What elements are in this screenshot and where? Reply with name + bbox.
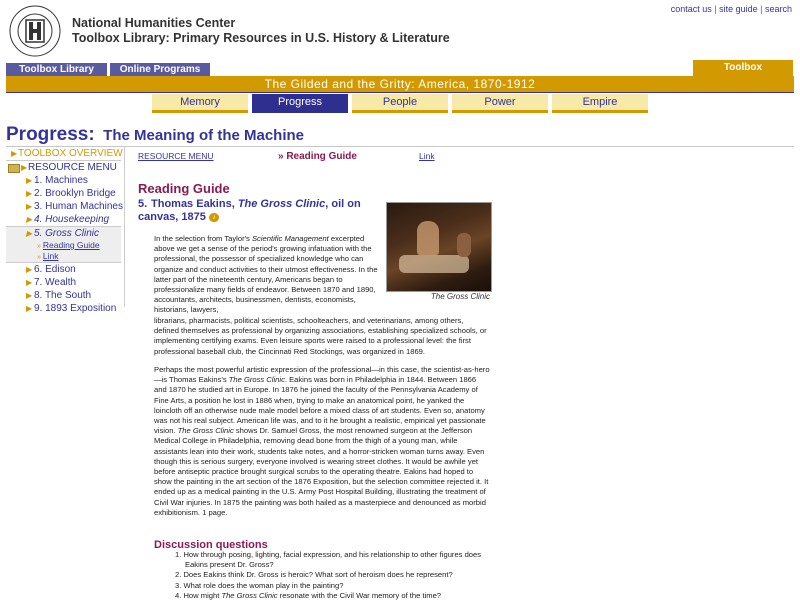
menu-item-the-south[interactable]: ▶ 8. The South xyxy=(26,290,92,301)
resource-menu-content-link[interactable]: RESOURCE MENU xyxy=(138,151,214,161)
site-subtitle: Toolbox Library: Primary Resources in U.S. History & Literature xyxy=(72,31,450,45)
menu-item-human-machines[interactable]: ▶ 3. Human Machines xyxy=(26,201,123,212)
subnav-people[interactable]: People xyxy=(352,94,448,113)
tab-toolbox[interactable]: Toolbox xyxy=(693,60,793,76)
tab-toolbox-library[interactable]: Toolbox Library xyxy=(6,63,107,76)
arrow-icon: ▶ xyxy=(26,291,33,300)
menu-item-1893-exposition[interactable]: ▶ 9. 1893 Exposition xyxy=(26,303,117,314)
subnav-memory[interactable]: Memory xyxy=(152,94,248,113)
arrow-icon: ▶ xyxy=(26,189,33,198)
submenu-reading-guide[interactable]: » Reading Guide xyxy=(6,240,121,251)
question-3: 3. What role does the woman play in the painting? xyxy=(175,580,344,590)
banner-divider xyxy=(6,92,794,93)
page-title xyxy=(6,124,304,146)
search-link[interactable]: search xyxy=(764,4,792,14)
menu-item-brooklyn-bridge[interactable]: ▶ 2. Brooklyn Bridge xyxy=(26,188,116,199)
arrow-icon: ▶ xyxy=(11,149,18,158)
site-guide-link[interactable]: site guide xyxy=(719,4,758,14)
contact-us-link[interactable]: contact us xyxy=(670,4,712,14)
toolbox-overview-link[interactable]: ▶ TOOLBOX OVERVIEW xyxy=(11,148,123,159)
toolbox-banner: The Gilded and the Gritty: America, 1870-1912 xyxy=(6,76,794,92)
menu-item-gross-clinic[interactable]: ▶ 5. Gross Clinic xyxy=(6,227,121,240)
page-title-sub: The Meaning of the Machine xyxy=(103,127,305,144)
nhc-logo[interactable] xyxy=(8,4,62,58)
question-4: 4. How might The Gross Clinic resonate with the Civil War memory of the time? xyxy=(175,590,442,600)
discussion-questions-list xyxy=(175,550,495,601)
reading-guide-heading: Reading Guide xyxy=(138,181,230,196)
left-menu xyxy=(6,147,121,315)
gross-clinic-image[interactable] xyxy=(386,202,492,292)
link-content-link[interactable]: Link xyxy=(419,151,435,161)
folder-icon xyxy=(8,164,20,173)
subnav-power[interactable]: Power xyxy=(452,94,548,113)
menu-item-edison[interactable]: ▶ 6. Edison xyxy=(26,264,76,275)
arrow-icon: ▶ xyxy=(26,215,33,224)
arrow-icon: ▶ xyxy=(21,163,28,172)
intro-paragraph: In the selection from Taylor's Scientific Management excerpted above we get a sense of the period's growing infatuation with the professional, the possessor of specialized knowledge who can organize and conduct activities to their utmost effectiveness. In the latter part of the nineteenth century, Americans began to professionalize many fields of endeavor. Between 1870 and 1890, accountants, architects, businessmen, dentists, economists, historians, lawyers, xyxy=(154,234,378,315)
arrow-icon: ▶ xyxy=(26,304,33,313)
site-header xyxy=(72,16,450,46)
subnav-progress[interactable]: Progress xyxy=(252,94,348,113)
arrow-icon: ▶ xyxy=(26,176,33,185)
org-name[interactable]: National Humanities Center xyxy=(72,16,236,30)
arrow-icon: » xyxy=(37,243,41,250)
question-1: 1. How through posing, lighting, facial expression, and his relationship to other figures does Eakins present Dr. Gross? xyxy=(175,550,482,570)
discussion-questions-heading: Discussion questions xyxy=(154,539,268,551)
top-links: contact us | site guide | search xyxy=(670,4,792,14)
subnav-empire[interactable]: Empire xyxy=(552,94,648,113)
page-title-main: Progress: xyxy=(6,124,95,145)
reading-guide-current: » Reading Guide xyxy=(278,151,357,162)
arrow-icon: ▶ xyxy=(26,278,33,287)
arrow-icon: ▶ xyxy=(26,229,33,238)
submenu-link[interactable]: » Link xyxy=(6,251,121,262)
question-2: 2. Does Eakins think Dr. Gross is heroic? What sort of heroism does he represent? xyxy=(175,570,453,580)
audio-icon[interactable]: ♪ xyxy=(209,213,219,222)
image-caption: The Gross Clinic xyxy=(430,292,490,301)
eakins-paragraph: Perhaps the most powerful artistic expression of the professional—in this case, the scientist-as-hero—is Thomas Eakins's The Gross Clinic. Eakins was born in Philadelphia in 1844. Between 1866 and 1870 he studied art in Europe. In 1876 he joined the faculty of the Pennsylvania Academy of Fine Arts, a position he lost in 1886 when, trying to make an anatomical point, he yanked the loincloth off an otherwise nude male model before a mixed class of art students. Even so, anatomy was not his real subject. American life was, and to it he brought a realistic, empirical yet passionate vision. The Gross Clinic shows Dr. Samuel Gross, the most renowned surgeon at the Jefferson Medical College in Philadelphia, removing dead bone from the thigh of a young man, while assistants lean into their work, students take notes, and a horror-stricken woman turns away. Even though this is serious surgery, everyone involved is wearing street clothes. It would be awhile yet before antiseptic practice brought surgical scrubs to the operating theatre. Eakins had hoped to show the painting in the art section of the 1876 Exposition, but the selection committee rejected it. It ended up as a medical painting in the U.S. Army Post Hospital Building, illustrating the treatment of Civil War injuries. In 1875 the painting was both hailed as a masterpiece and denounced as morbid exhibitionism. 1 page. xyxy=(154,365,490,517)
menu-item-housekeeping[interactable]: ▶ 4. Housekeeping xyxy=(26,214,110,225)
menu-item-wealth[interactable]: ▶ 7. Wealth xyxy=(26,277,77,288)
menu-divider xyxy=(124,147,125,307)
tab-online-programs[interactable]: Online Programs xyxy=(110,63,210,76)
item-title: 5. Thomas Eakins, The Gross Clinic, oil on canvas, 1875 ♪ xyxy=(138,198,361,223)
arrow-icon: ▶ xyxy=(26,202,33,211)
menu-item-machines[interactable]: ▶ 1. Machines xyxy=(26,175,88,186)
arrow-icon: » xyxy=(37,254,41,261)
arrow-icon: ▶ xyxy=(26,265,33,274)
resource-menu-link[interactable]: ▶ RESOURCE MENU xyxy=(6,161,121,174)
intro-paragraph-cont: librarians, pharmacists, political scientists, schoolteachers, and veterinarians, among others, defined themselves as professional by organizing associations, establishing specialized schools, or implementing certifying exams. Even leisure sports were raised to a professional level: the first professional baseball club, the Cincinnati Red Stockings, was organized in 1869. xyxy=(154,316,487,356)
